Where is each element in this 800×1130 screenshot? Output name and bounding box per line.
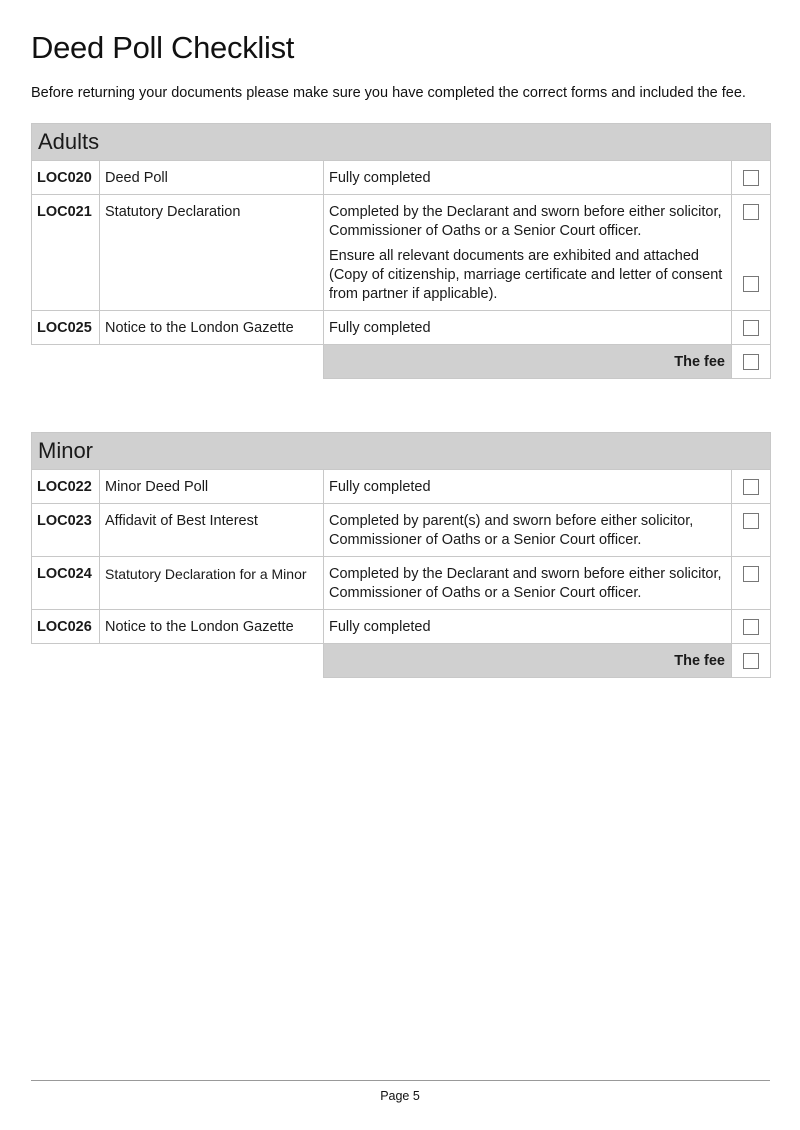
checkbox-cell: [732, 470, 771, 504]
minor-heading: Minor: [32, 433, 771, 470]
requirement-text: Fully completed: [324, 470, 732, 504]
form-code: LOC024: [32, 557, 100, 610]
checkbox-loc025[interactable]: [743, 320, 759, 336]
checkbox-cell: [732, 504, 771, 557]
minor-checklist-table: [31, 432, 771, 678]
table-row: [32, 504, 771, 557]
requirement-text: Fully completed: [324, 610, 732, 644]
adults-section-header: [32, 124, 771, 161]
form-name: Minor Deed Poll: [100, 470, 324, 504]
checkbox-cell: [732, 345, 771, 379]
form-name: Statutory Declaration: [100, 195, 324, 311]
fee-row: [32, 644, 771, 678]
footer-divider: [31, 1080, 770, 1081]
form-code: LOC026: [32, 610, 100, 644]
requirement-text: Completed by parent(s) and sworn before either solicitor, Commissioner of Oaths or a Senior Court officer.: [324, 504, 732, 557]
checkbox-cell: [732, 644, 771, 678]
table-row: [32, 470, 771, 504]
form-name: Notice to the London Gazette: [100, 311, 324, 345]
checkbox-cell: [732, 311, 771, 345]
requirement-text: Fully completed: [324, 161, 732, 195]
checkbox-cell: [732, 557, 771, 610]
checkbox-cell: [732, 610, 771, 644]
checkbox-loc024[interactable]: [743, 566, 759, 582]
form-code: LOC021: [32, 195, 100, 311]
form-name: Notice to the London Gazette: [100, 610, 324, 644]
page-title: Deed Poll Checklist: [31, 30, 295, 65]
form-name: Deed Poll: [100, 161, 324, 195]
checkbox-loc021-documents[interactable]: [743, 276, 759, 292]
form-code: LOC025: [32, 311, 100, 345]
intro-text: Before returning your documents please make sure you have completed the correct forms and included the fee.: [31, 85, 746, 101]
fee-row: [32, 345, 771, 379]
table-row: [32, 610, 771, 644]
form-code: LOC022: [32, 470, 100, 504]
checkbox-loc023[interactable]: [743, 513, 759, 529]
requirement-text: Completed by the Declarant and sworn before either solicitor, Commissioner of Oaths or a Senior Court officer.: [324, 195, 732, 245]
requirement-text: Completed by the Declarant and sworn before either solicitor, Commissioner of Oaths or a Senior Court officer.: [324, 557, 732, 610]
checkbox-loc021-sworn[interactable]: [743, 204, 759, 220]
checkbox-adults-fee[interactable]: [743, 354, 759, 370]
fee-label: The fee: [324, 644, 732, 678]
form-name: Statutory Declaration for a Minor: [100, 557, 324, 610]
form-name: Affidavit of Best Interest: [100, 504, 324, 557]
page-number: Page 5: [380, 1089, 420, 1103]
checkbox-cell: [732, 244, 771, 311]
table-row: [32, 557, 771, 610]
checkbox-cell: [732, 195, 771, 245]
form-code: LOC023: [32, 504, 100, 557]
checkbox-minor-fee[interactable]: [743, 653, 759, 669]
minor-section-header: [32, 433, 771, 470]
requirement-text: Ensure all relevant documents are exhibited and attached (Copy of citizenship, marriage certificate and letter of consent from partner if applicable).: [324, 244, 732, 311]
fee-label: The fee: [324, 345, 732, 379]
checkbox-loc022[interactable]: [743, 479, 759, 495]
checkbox-cell: [732, 161, 771, 195]
table-row: [32, 195, 771, 245]
checkbox-loc026[interactable]: [743, 619, 759, 635]
requirement-text: Fully completed: [324, 311, 732, 345]
adults-heading: Adults: [32, 124, 771, 161]
table-row: [32, 161, 771, 195]
table-row: [32, 311, 771, 345]
form-code: LOC020: [32, 161, 100, 195]
checkbox-loc020[interactable]: [743, 170, 759, 186]
adults-checklist-table: [31, 123, 771, 379]
